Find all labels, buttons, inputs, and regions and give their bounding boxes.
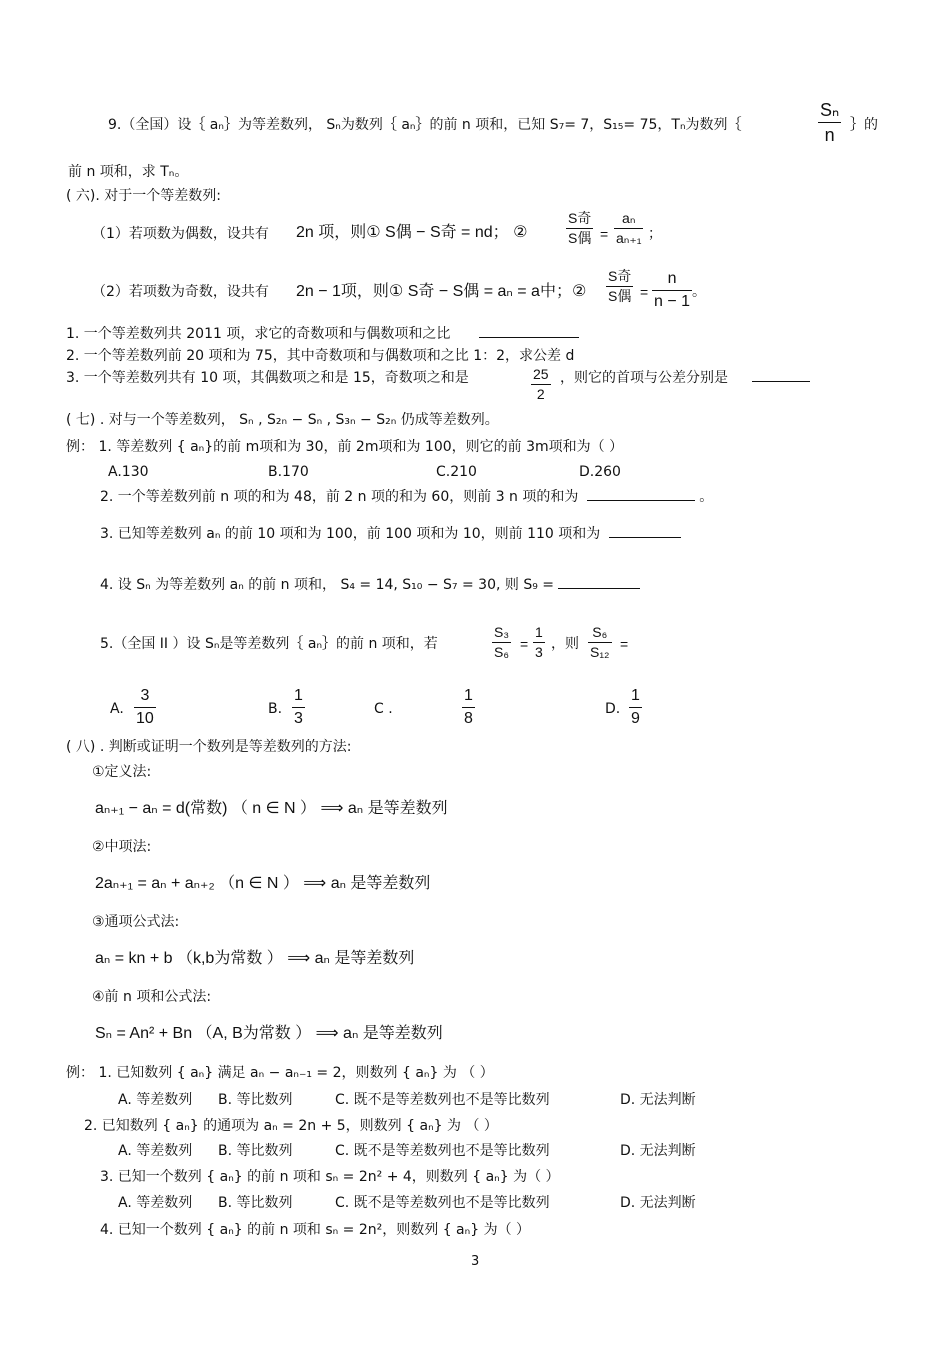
s7-example-5: 5.（全国 II ）设 Sₙ是等差数列｛ aₙ｝的前 n 项和，若 [100, 636, 438, 652]
s6-row1-math: 2n 项，则① S偶 − S奇 = nd； ② [296, 224, 528, 241]
fraction-bar [818, 122, 841, 123]
q9-line2: 前 n 项和，求 Tₙ。 [68, 164, 189, 180]
frac-den: 2 [536, 386, 545, 402]
frac-num: S奇 [568, 210, 592, 226]
s7-e5-option-b [292, 686, 305, 729]
s8-method3-formula: aₙ = kn + b （k,b为常数 ） ⟹ aₙ 是等差数列 [95, 950, 415, 967]
frac-num: 25 [533, 366, 549, 382]
s7-example-1: 例： 1. 等差数列 { aₙ}的前 m项和为 30，前 2m项和为 100，则它的前 3m项和为（ ） [66, 439, 624, 455]
s8-method3-title: ③通项公式法: [92, 914, 180, 930]
s7-e1-option-c: C.210 [436, 464, 477, 480]
frac-num: n [667, 270, 677, 287]
frac-den: 10 [136, 710, 154, 727]
q9-fraction [818, 99, 841, 146]
frac-num: S₃ [494, 624, 510, 640]
s7-example-4 [100, 576, 640, 594]
frac-num: aₙ [622, 210, 636, 226]
q9-line1-end: ｝的 [850, 117, 878, 133]
answer-blank [752, 381, 810, 382]
s8-method2-title: ②中项法: [92, 839, 152, 855]
s6-row2-eq: = [640, 284, 649, 300]
problem-text: 2. 一个等差数列前 n 项的和为 48，前 2 n 项的和为 60，则前 3 n 项的和为 [100, 489, 579, 505]
s7-example-2 [100, 488, 713, 506]
page-number: 3 [471, 1254, 480, 1269]
s6-row2-end: 。 [692, 284, 706, 300]
s8-method1-title: ①定义法: [92, 764, 152, 780]
s6-row1-frac1 [566, 210, 593, 247]
s7-e5-option-a-label: A. [110, 701, 124, 717]
answer-blank [609, 537, 681, 538]
ex-q2-option-a: A. 等差数列 [118, 1143, 193, 1159]
ex-question-3: 3. 已知一个数列 { aₙ} 的前 n 项和 sₙ = 2n² + 4，则数列 { aₙ} 为（ ） [100, 1169, 560, 1185]
s7-e5-mid: ，则 [551, 636, 579, 652]
frac-num: 1 [631, 687, 640, 704]
q9-line1: 9.（全国）设｛ aₙ｝为等差数列， Sₙ为数列｛ aₙ｝的前 n 项和，已知 S₇= 7，S₁₅= 75，Tₙ为数列｛ [108, 117, 742, 133]
fraction-bar [462, 707, 475, 708]
s6-row1-eq: = [600, 226, 609, 242]
problem-text-end: 。 [699, 489, 714, 505]
q9-frac-num: Sₙ [820, 100, 840, 120]
section7-title: ( 七) . 对与一个等差数列， Sₙ , S₂ₙ − Sₙ , S₃ₙ − S₂ₙ 仍成等差数列。 [66, 412, 499, 428]
ex-question-1: 例： 1. 已知数列 { aₙ} 满足 aₙ − aₙ₋₁ = 2，则数列 { aₙ} 为 （ ） [66, 1065, 494, 1081]
s6-problem-3-end [560, 369, 810, 387]
s7-e5-eq2: = [620, 636, 629, 652]
s6-row2-frac1 [606, 268, 633, 305]
s6-row1-end: ； [648, 226, 662, 242]
frac-den: S偶 [608, 288, 632, 304]
frac-num: 3 [140, 687, 150, 704]
ex-q1-option-c: C. 既不是等差数列也不是等比数列 [335, 1092, 550, 1108]
frac-den: 8 [464, 710, 473, 727]
problem-text: ，则它的首项与公差分别是 [560, 370, 728, 386]
frac-den: aₙ₊₁ [616, 230, 642, 246]
s7-e5-option-c [462, 686, 475, 729]
s6-problem3-fraction [531, 366, 551, 403]
frac-num: S奇 [608, 268, 632, 284]
s7-e5-option-d-label: D. [605, 701, 621, 717]
problem-text: 3. 已知等差数列 aₙ 的前 10 项和为 100，前 100 项和为 10，则前 110 项和为 [100, 526, 601, 542]
frac-den: 9 [631, 710, 640, 727]
fraction-bar [606, 286, 633, 287]
s7-e1-option-a: A.130 [108, 464, 149, 480]
s8-method2-formula: 2aₙ₊₁ = aₙ + aₙ₊₂ （n ∈ N ） ⟹ aₙ 是等差数列 [95, 875, 431, 892]
fraction-bar [492, 642, 511, 643]
frac-num: 1 [294, 687, 303, 704]
section8-title: ( 八) . 判断或证明一个数列是等差数列的方法: [66, 739, 352, 755]
frac-den: 3 [535, 644, 543, 660]
ex-q3-option-c: C. 既不是等差数列也不是等比数列 [335, 1195, 550, 1211]
problem-text: 4. 设 Sₙ 为等差数列 aₙ 的前 n 项和， S₄ = 14, S₁₀ − S₇ = 30, 则 S₉ = [100, 577, 555, 593]
fraction-bar [629, 707, 642, 708]
fraction-bar [588, 642, 612, 643]
frac-num: 1 [464, 687, 473, 704]
s6-row2-text: （2）若项数为奇数，设共有 [92, 284, 269, 300]
ex-q1-option-a: A. 等差数列 [118, 1092, 193, 1108]
s7-e5-option-d [629, 686, 642, 729]
s6-row1-text: （1）若项数为偶数，设共有 [92, 226, 269, 242]
s7-e1-option-d: D.260 [579, 464, 621, 480]
ex-q3-option-a: A. 等差数列 [118, 1195, 193, 1211]
frac-den: S₁₂ [590, 644, 610, 660]
fraction-bar [292, 707, 305, 708]
s7-e5-frac1 [492, 624, 511, 661]
frac-den: 3 [294, 710, 303, 727]
ex-q2-option-b: B. 等比数列 [218, 1143, 293, 1159]
s7-e1-option-b: B.170 [268, 464, 309, 480]
frac-den: S偶 [568, 230, 592, 246]
s7-e5-frac3 [588, 624, 612, 661]
s6-problem-2: 2. 一个等差数列前 20 项和为 75，其中奇数项和与偶数项和之比 1：2，求公差 d [66, 348, 575, 364]
s6-problem-1 [66, 325, 579, 343]
s6-problem-3: 3. 一个等差数列共有 10 项，其偶数项之和是 15，奇数项之和是 [66, 370, 469, 386]
fraction-bar [566, 228, 593, 229]
ex-q3-option-b: B. 等比数列 [218, 1195, 293, 1211]
frac-den: n − 1 [654, 293, 691, 310]
problem-text: 1. 一个等差数列共 2011 项，求它的奇数项和与偶数项和之比 [66, 326, 451, 342]
answer-blank [558, 588, 640, 589]
section6-title: ( 六). 对于一个等差数列: [66, 188, 221, 204]
ex-question-2: 2. 已知数列 { aₙ} 的通项为 aₙ = 2n + 5，则数列 { aₙ} 为 （ ） [84, 1118, 498, 1134]
frac-num: 1 [535, 624, 543, 640]
s8-method4-formula: Sₙ = An² + Bn （A, B为常数 ） ⟹ aₙ 是等差数列 [95, 1025, 443, 1042]
answer-blank [479, 337, 579, 338]
fraction-bar [614, 228, 643, 229]
fraction-bar [134, 707, 156, 708]
ex-q2-option-c: C. 既不是等差数列也不是等比数列 [335, 1143, 550, 1159]
s7-e5-option-b-label: B. [268, 701, 283, 717]
answer-blank [587, 500, 695, 501]
s8-method4-title: ④前 n 项和公式法: [92, 989, 212, 1005]
fraction-bar [652, 290, 692, 291]
s6-row2-math: 2n − 1项，则① S奇 − S偶 = aₙ = a中；② [296, 283, 587, 300]
frac-num: S₆ [592, 624, 608, 640]
ex-q1-option-d: D. 无法判断 [620, 1092, 696, 1108]
s6-row1-frac2 [614, 210, 643, 247]
ex-q1-option-b: B. 等比数列 [218, 1092, 293, 1108]
fraction-bar [531, 384, 551, 385]
s6-row2-frac2 [652, 269, 692, 312]
fraction-bar [533, 642, 545, 643]
s7-e5-option-c-label: C . [374, 701, 393, 717]
s7-e5-eq1: = [520, 636, 529, 652]
s8-method1-formula: aₙ₊₁ − aₙ = d(常数) （ n ∈ N ） ⟹ aₙ 是等差数列 [95, 800, 448, 817]
ex-q3-option-d: D. 无法判断 [620, 1195, 696, 1211]
frac-den: S₆ [494, 644, 510, 660]
q9-frac-den: n [824, 125, 835, 145]
s7-example-3 [100, 525, 681, 543]
s7-e5-option-a [134, 686, 156, 729]
ex-q2-option-d: D. 无法判断 [620, 1143, 696, 1159]
ex-question-4: 4. 已知一个数列 { aₙ} 的前 n 项和 sₙ = 2n²，则数列 { aₙ} 为（ ） [100, 1222, 531, 1238]
s7-e5-frac2 [533, 624, 545, 661]
